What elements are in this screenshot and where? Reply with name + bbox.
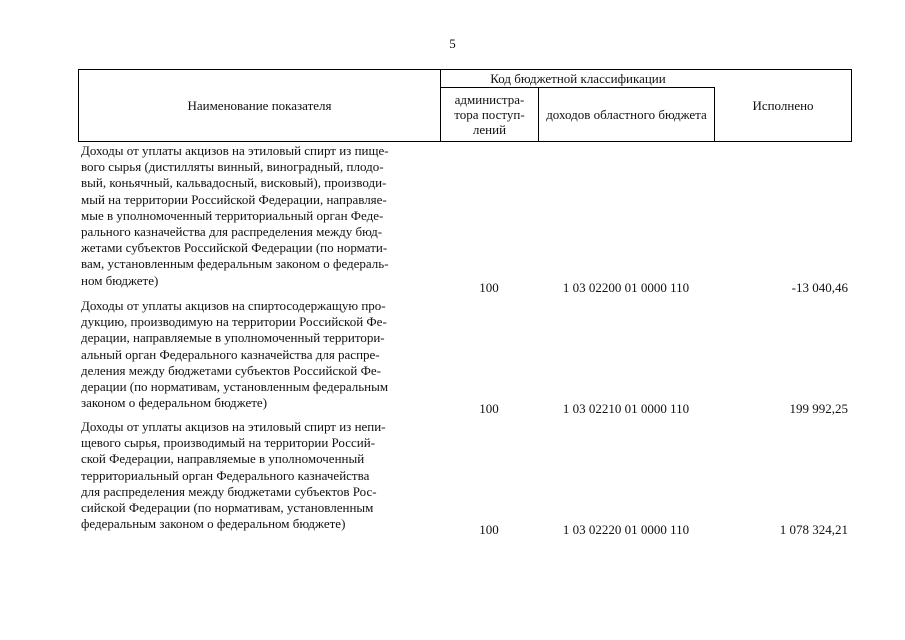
row-executed-amount: -13 040,46 <box>791 280 848 295</box>
row-admin-code: 100 <box>479 401 499 416</box>
row-admin-code: 100 <box>479 280 499 295</box>
header-executed: Исполнено <box>752 98 814 113</box>
row-admin-code: 100 <box>479 522 499 537</box>
row-budget-code: 1 03 02220 01 0000 110 <box>562 522 690 537</box>
row-budget-code: 1 03 02200 01 0000 110 <box>562 280 690 295</box>
header-revenue-administrator: администра-тора поступ-лений <box>441 88 539 141</box>
row-description: Доходы от уплаты акцизов на этиловый спирт из непи- щевого сырья, производимый на территории Россий- ской Федерации, направляемые в уполномоченный территориальный орган Федерального казначейства для распределения между бюджетами субъектов Рос- сийской Федерации (по нормативам, установленным федеральным законом о федеральном бюджете) <box>81 419 386 532</box>
header-regional-budget-income: доходов областного бюджета <box>539 88 715 141</box>
header-indicator-name: Наименование показателя <box>79 70 441 141</box>
table-header <box>78 69 852 142</box>
row-executed-amount: 199 992,25 <box>789 401 848 416</box>
row-description: Доходы от уплаты акцизов на этиловый спирт из пище- вого сырья (дистилляты винный, виноградный, плодо- вый, коньячный, кальвадосный, висковый), производи- мый на территории Российской Федерации, направляе- мые в уполномоченный территориальный орган Феде- рального казначейства для распределения между бюд- жетами субъектов Российской Федерации (по нормати- вам, установленным федеральным законом о федераль- ном бюджете) <box>81 143 389 288</box>
header-budget-code: Код бюджетной классификации <box>441 70 715 88</box>
row-budget-code: 1 03 02210 01 0000 110 <box>562 401 690 416</box>
page-number: 5 <box>449 36 456 51</box>
row-description: Доходы от уплаты акцизов на спиртосодержащую про- дукцию, производимую на территории Российской Фе- дерации, направляемые в уполномоченный территори- альный орган Федерального казначейства для распре- деления между бюджетами субъектов Российской Фе- дерации (по нормативам, установленным федеральным законом о федеральном бюджете) <box>81 298 389 411</box>
row-executed-amount: 1 078 324,21 <box>779 522 848 537</box>
